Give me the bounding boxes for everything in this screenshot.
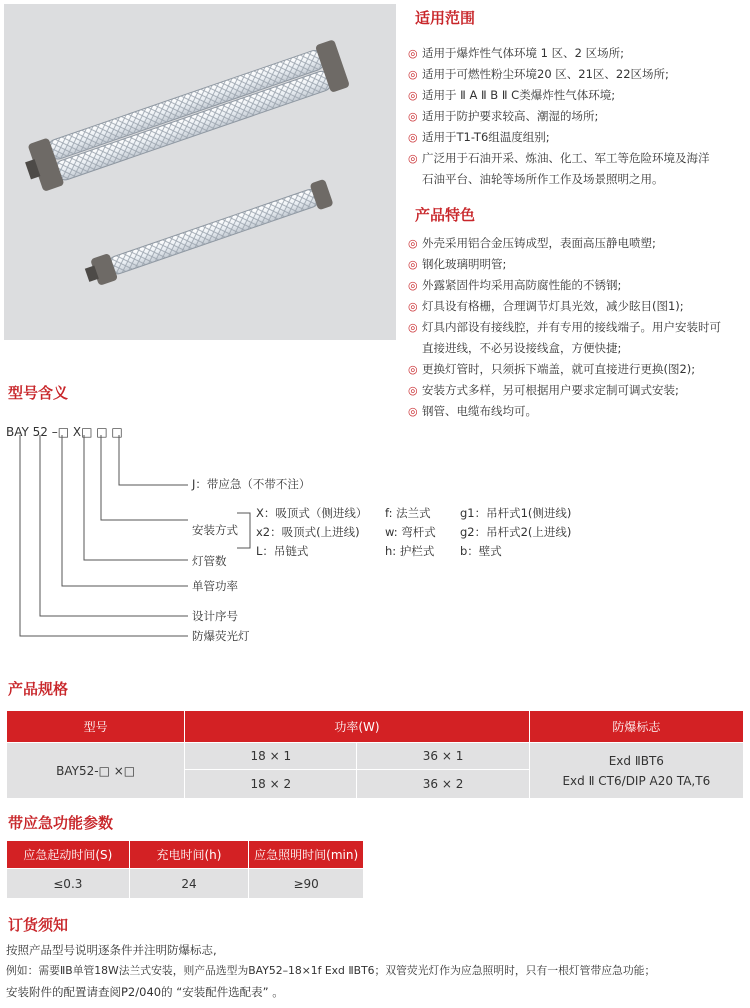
- list-item-continuation: 直接进线，不必另设接线盒，方便快捷;: [422, 341, 622, 355]
- single-tube-power-label: 单管功率: [192, 579, 238, 593]
- list-item: ◎ 灯具设有格栅，合理调节灯具光效，减少眩目(图1);: [408, 296, 721, 317]
- list-item: ◎ 适用于可燃性粉尘环境20 区、21区、22区场所;: [408, 64, 710, 85]
- install-x2: x2：吸顶式(上进线): [256, 525, 360, 539]
- list-item: ◎ 适用于防护要求较高、潮湿的场所;: [408, 106, 710, 127]
- bullet-icon: ◎: [408, 321, 418, 334]
- table-header: 防爆标志: [529, 711, 743, 743]
- list-item: ◎ 钢管、电缆布线均可。: [408, 401, 721, 422]
- bullet-icon: ◎: [408, 110, 418, 123]
- table-cell: 36 × 2: [357, 770, 529, 799]
- emergency-table: [6, 840, 364, 899]
- product-photo: [4, 4, 396, 340]
- table-cell: 24: [129, 869, 249, 899]
- bullet-icon: ◎: [408, 237, 418, 250]
- model-diagram: [0, 410, 750, 660]
- table-cell-marks: [529, 743, 743, 799]
- product-name-label: 防爆荧光灯: [192, 629, 250, 643]
- list-item: ◎ 适用于 Ⅱ A Ⅱ B Ⅱ C类爆炸性气体环境;: [408, 85, 710, 106]
- scope-title: 适用范围: [415, 9, 476, 27]
- install-h: h: 护栏式: [385, 544, 435, 558]
- model-title: 型号含义: [8, 384, 69, 402]
- install-method-label: 安装方式: [192, 523, 238, 537]
- scope-list: [408, 43, 710, 190]
- install-b: b：壁式: [460, 544, 502, 558]
- table-header-row: [7, 841, 364, 869]
- bullet-icon: ◎: [408, 279, 418, 292]
- tube-count-label: 灯管数: [192, 554, 227, 568]
- bullet-icon: ◎: [408, 363, 418, 376]
- list-item: ◎ 外露紧固件均采用高防腐性能的不锈钢;: [408, 275, 721, 296]
- table-header: 功率(W): [185, 711, 529, 743]
- table-row: [7, 743, 744, 770]
- bullet-icon: ◎: [408, 300, 418, 313]
- bullet-icon: ◎: [408, 384, 418, 397]
- install-x: X：吸顶式（侧进线）: [256, 506, 368, 520]
- bullet-icon: ◎: [408, 131, 418, 144]
- model-code: BAY 52 –□ X□ □ □: [6, 425, 123, 439]
- bullet-icon: ◎: [408, 405, 418, 418]
- table-header: 应急起动时间(S): [7, 841, 130, 869]
- spec-table: [6, 710, 744, 799]
- list-item: ◎ 适用于T1-T6组温度组别;: [408, 127, 710, 148]
- install-g1: g1：吊杆式1(侧进线): [460, 506, 572, 520]
- fluorescent-lamp-illustration: [4, 4, 396, 340]
- table-cell: 18 × 1: [185, 743, 357, 770]
- list-item: ◎ 安装方式多样，另可根据用户要求定制可调式安装;: [408, 380, 721, 401]
- install-w: w: 弯杆式: [385, 525, 436, 539]
- list-item: ◎ 灯具内部设有接线腔，并有专用的接线端子。用户安装时可: [408, 317, 721, 338]
- spec-title: 产品规格: [8, 680, 69, 698]
- install-f: f: 法兰式: [385, 506, 431, 520]
- order-line: 按照产品型号说明逐条件并注明防爆标志,: [6, 943, 217, 957]
- design-number-label: 设计序号: [192, 609, 238, 623]
- bullet-icon: ◎: [408, 68, 418, 81]
- table-cell: 18 × 2: [185, 770, 357, 799]
- table-header: 充电时间(h): [129, 841, 249, 869]
- list-item: ◎ 钢化玻璃明明管;: [408, 254, 721, 275]
- list-item: ◎ 适用于爆炸性气体环境 1 区、2 区场所;: [408, 43, 710, 64]
- table-cell: ≤0.3: [7, 869, 130, 899]
- features-list: [408, 233, 721, 422]
- install-g2: g2：吊杆式2(上进线): [460, 525, 572, 539]
- features-title: 产品特色: [415, 206, 476, 224]
- order-line: 例如：需要ⅡB单管18W法兰式安装，则产品选型为BAY52–18×1f Exd ⅡBT6；双管荧光灯作为应急照明时，只有一根灯管带应急功能；: [6, 964, 656, 977]
- list-item: ◎ 广泛用于石油开采、炼油、化工、军工等危险环境及海洋: [408, 148, 710, 169]
- table-header: 型号: [7, 711, 185, 743]
- table-cell: 36 × 1: [357, 743, 529, 770]
- bullet-icon: ◎: [408, 47, 418, 60]
- order-title: 订货须知: [8, 916, 69, 934]
- list-item: ◎ 更换灯管时，只须拆下端盖，就可直接进行更换(图2);: [408, 359, 721, 380]
- table-cell: BAY52-□ ×□: [7, 743, 185, 799]
- list-item-continuation: 石油平台、油轮等场所作工作及场景照明之用。: [422, 172, 664, 186]
- bullet-icon: ◎: [408, 258, 418, 271]
- table-row: [7, 869, 364, 899]
- emergency-title: 带应急功能参数: [8, 814, 114, 832]
- explosion-mark: Exd Ⅱ CT6/DIP A20 TA,T6: [562, 773, 711, 788]
- table-header: 应急照明时间(min): [249, 841, 364, 869]
- model-connector-lines: [0, 410, 750, 660]
- table-header-row: [7, 711, 744, 743]
- order-line: 安装附件的配置请查阅P2/040的 “安装配件选配表” 。: [6, 985, 284, 999]
- table-cell: ≥90: [249, 869, 364, 899]
- list-item: ◎ 外壳采用铝合金压铸成型，表面高压静电喷塑;: [408, 233, 721, 254]
- emergency-option: J：带应急（不带不注）: [192, 477, 311, 491]
- bullet-icon: ◎: [408, 89, 418, 102]
- install-l: L：吊链式: [256, 544, 309, 558]
- explosion-mark: Exd ⅡBT6: [608, 753, 664, 768]
- bullet-icon: ◎: [408, 152, 418, 165]
